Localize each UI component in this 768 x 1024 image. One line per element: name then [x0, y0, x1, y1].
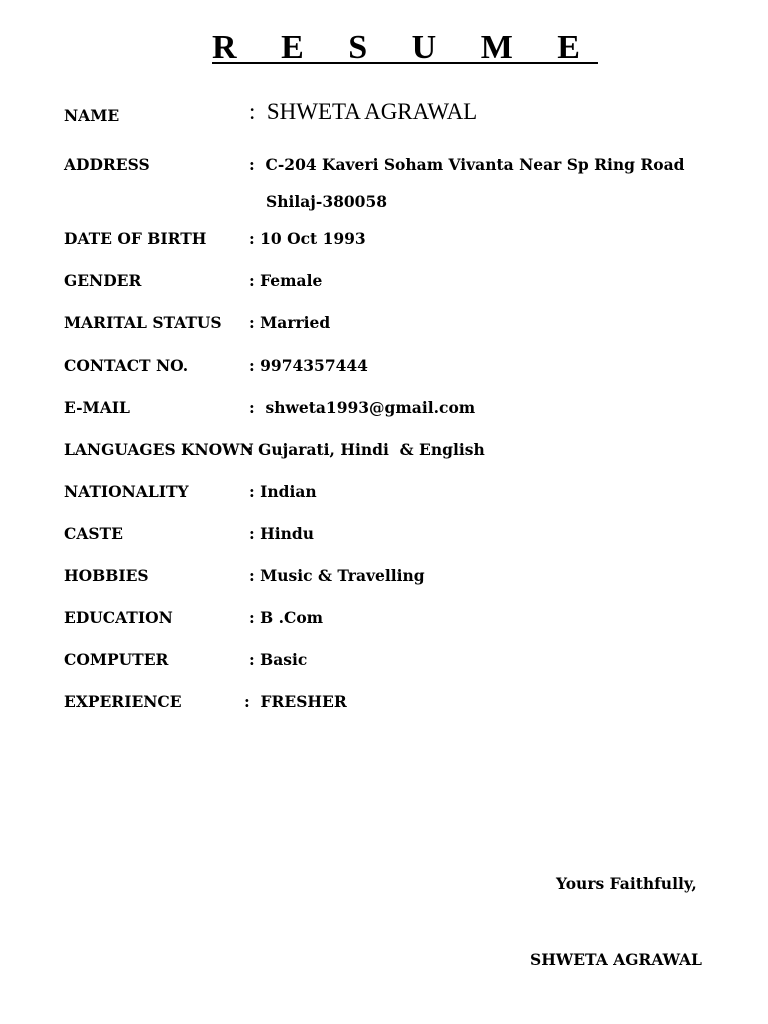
nationality-label: NATIONALITY [64, 482, 189, 501]
resume-title: R E S U M E [212, 29, 598, 66]
email-value: : shweta1993@gmail.com [249, 398, 476, 417]
computer-value: : Basic [249, 650, 308, 669]
caste-value: : Hindu [249, 524, 315, 543]
computer-label: COMPUTER [64, 650, 169, 669]
gender-label: GENDER [64, 271, 142, 290]
dob-value: : 10 Oct 1993 [249, 229, 366, 248]
nationality-value: : Indian [249, 482, 317, 501]
signature-name: SHWETA AGRAWAL [530, 950, 702, 969]
marital-status-label: MARITAL STATUS [64, 313, 222, 332]
address-label: ADDRESS [64, 155, 150, 174]
closing-salutation: Yours Faithfully, [556, 874, 697, 893]
caste-label: CASTE [64, 524, 123, 543]
experience-value: : FRESHER [244, 692, 347, 711]
address-value: : C-204 Kaveri Soham Vivanta Near Sp Ring Road [249, 155, 685, 174]
education-label: EDUCATION [64, 608, 173, 627]
address-value-line2: Shilaj-380058 [266, 192, 388, 211]
hobbies-label: HOBBIES [64, 566, 149, 585]
languages-label: LANGUAGES KNOWN [64, 440, 254, 459]
name-value: : SHWETA AGRAWAL [249, 99, 478, 124]
contact-label: CONTACT NO. [64, 356, 189, 375]
education-value: : B .Com [249, 608, 324, 627]
gender-value: : Female [249, 271, 323, 290]
name-label: NAME [64, 106, 120, 125]
hobbies-value: : Music & Travelling [249, 566, 425, 585]
languages-value: : Gujarati, Hindi & English [247, 440, 485, 459]
dob-label: DATE OF BIRTH [64, 229, 207, 248]
marital-status-value: : Married [249, 313, 331, 332]
email-label: E-MAIL [64, 398, 130, 417]
contact-value: : 9974357444 [249, 356, 368, 375]
experience-label: EXPERIENCE [64, 692, 182, 711]
